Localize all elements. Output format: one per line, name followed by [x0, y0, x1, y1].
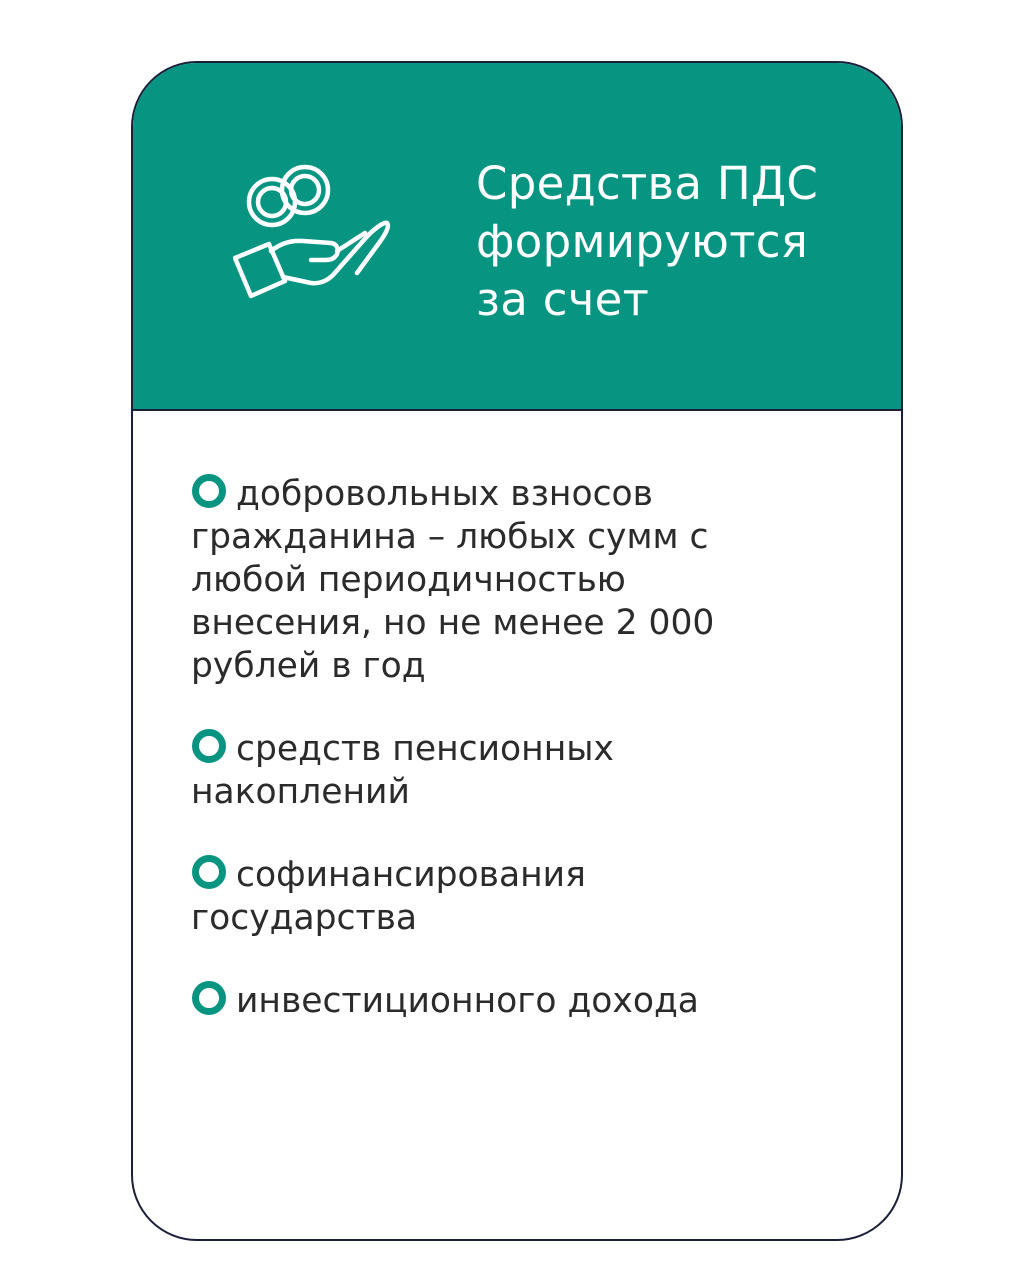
list-item: [191, 854, 831, 940]
list-item-text: накоплений: [191, 772, 410, 812]
list-item: [191, 473, 831, 688]
header-title-line: формируются: [476, 215, 809, 268]
bullet-ring-icon: [192, 981, 226, 1015]
list-item-text: любой периодичностью: [191, 560, 626, 600]
card-header: [133, 63, 901, 411]
list-item-text: софинансирования: [236, 855, 586, 895]
list-item-text: государства: [191, 898, 418, 938]
list-item-text: рублей в год: [191, 646, 426, 686]
bullet-ring-icon: [192, 729, 226, 763]
funding-sources-list: [191, 473, 831, 1023]
list-item-text: инвестиционного дохода: [236, 981, 699, 1021]
hand-with-coins-icon: [233, 163, 393, 315]
bullet-ring-icon: [192, 855, 226, 889]
list-item: [191, 980, 831, 1023]
bullet-ring-icon: [192, 474, 226, 508]
header-title-line: за счет: [476, 273, 650, 326]
list-item-text: добровольных взносов: [236, 474, 653, 514]
list-item-text: средств пенсионных: [236, 729, 614, 769]
list-item: [191, 728, 831, 814]
header-title: [476, 155, 896, 329]
header-title-line: Средства ПДС: [476, 157, 819, 210]
list-item-text: гражданина – любых сумм с: [191, 517, 709, 557]
info-card: [131, 61, 903, 1241]
list-item-text: внесения, но не менее 2 000: [191, 603, 715, 643]
